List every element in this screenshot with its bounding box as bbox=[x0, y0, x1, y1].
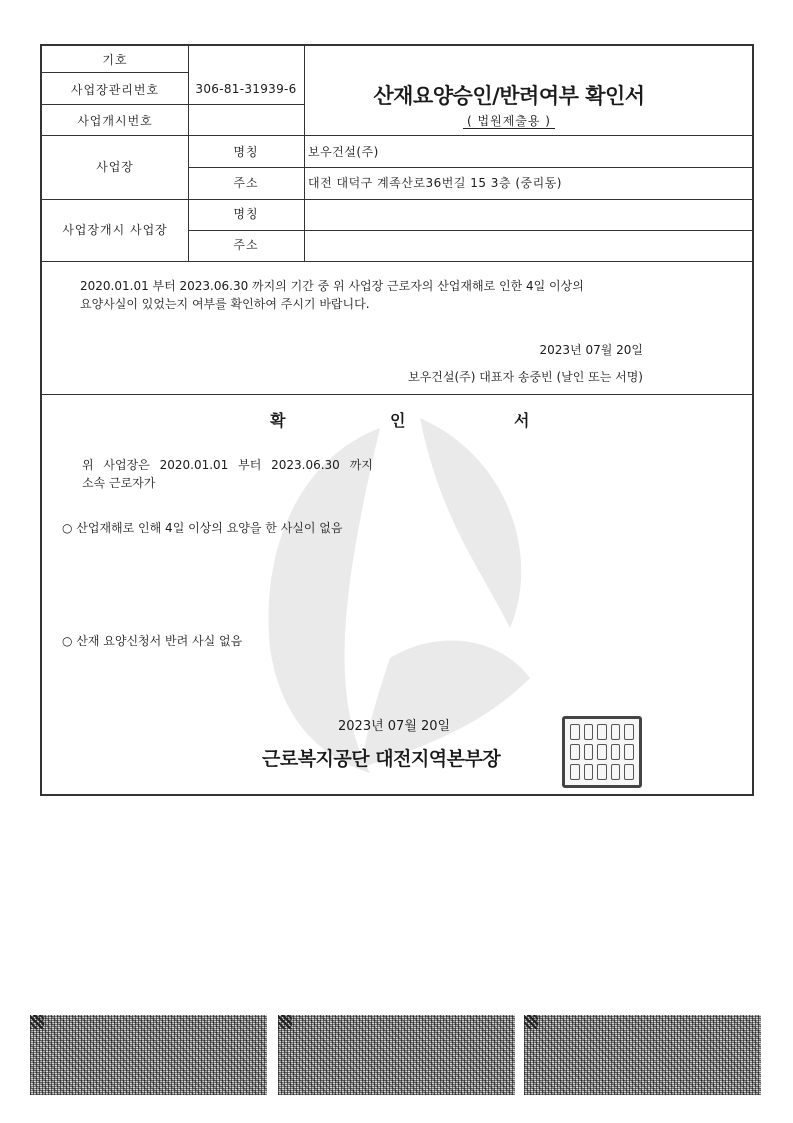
open-workplace-name-label: 명칭 bbox=[233, 207, 259, 221]
confirmation-title-char-3: 서 bbox=[514, 411, 530, 430]
official-seal-icon bbox=[562, 716, 642, 788]
document-subtitle bbox=[304, 112, 714, 129]
subtitle-text: ( 법원제출용 ) bbox=[463, 114, 555, 129]
biz-mgmt-no-label: 사업장관리번호 bbox=[70, 82, 160, 97]
request-line-2: 요양사실이 있었는지 여부를 확인하여 주시기 바랍니다. bbox=[80, 297, 370, 311]
confirmation-title bbox=[0, 408, 793, 432]
code-label: 기호 bbox=[102, 52, 128, 67]
issue-date: 2023년 07월 20일 bbox=[338, 719, 451, 734]
workplace-name-label: 명칭 bbox=[233, 144, 259, 159]
confirmation-subject: 소속 근로자가 bbox=[82, 476, 156, 490]
biz-mgmt-no-value: 306-81-31939-6 bbox=[195, 82, 297, 96]
workplace-address-value: 대전 대덕구 계족산로36번길 15 3층 (중리동) bbox=[308, 176, 562, 190]
open-workplace-name-value bbox=[304, 198, 754, 229]
document-title: 산재요양승인/반려여부 확인서 bbox=[373, 84, 645, 108]
open-workplace-address-label: 주소 bbox=[233, 238, 259, 252]
request-line-1: 2020.01.01 부터 2023.06.30 까지의 기간 중 위 사업장 근로자의 산업재해로 인한 4일 이상의 bbox=[80, 279, 584, 293]
biz-open-no-label: 사업개시번호 bbox=[77, 113, 153, 128]
2d-barcode-icon bbox=[524, 1015, 761, 1095]
open-workplace-address-value bbox=[304, 229, 754, 260]
workplace-label: 사업장 bbox=[96, 160, 134, 174]
confirmation-period: 위 사업장은 2020.01.01 부터 2023.06.30 까지 bbox=[82, 458, 373, 472]
open-workplace-label: 사업장개시 사업장 bbox=[62, 222, 168, 237]
confirmation-title-char-1: 확 bbox=[270, 411, 286, 430]
workplace-name-value: 보우건설(주) bbox=[308, 144, 379, 159]
request-date: 2023년 07월 20일 bbox=[539, 343, 643, 357]
request-text bbox=[80, 277, 680, 313]
biz-open-no-value bbox=[188, 105, 304, 135]
confirmation-option-2: ○ 산재 요양신청서 반려 사실 없음 bbox=[62, 634, 243, 648]
code-value bbox=[188, 46, 304, 72]
confirmation-title-char-2: 인 bbox=[390, 411, 406, 430]
2d-barcode-icon bbox=[30, 1015, 267, 1095]
workplace-address-label: 주소 bbox=[233, 176, 259, 190]
2d-barcode-icon bbox=[278, 1015, 515, 1095]
issuer-name: 근로복지공단 대전지역본부장 bbox=[262, 748, 501, 770]
request-signature: 보우건설(주) 대표자 송중빈 (날인 또는 서명) bbox=[408, 370, 643, 384]
confirmation-option-1: ○ 산업재해로 인해 4일 이상의 요양을 한 사실이 없음 bbox=[62, 521, 343, 535]
